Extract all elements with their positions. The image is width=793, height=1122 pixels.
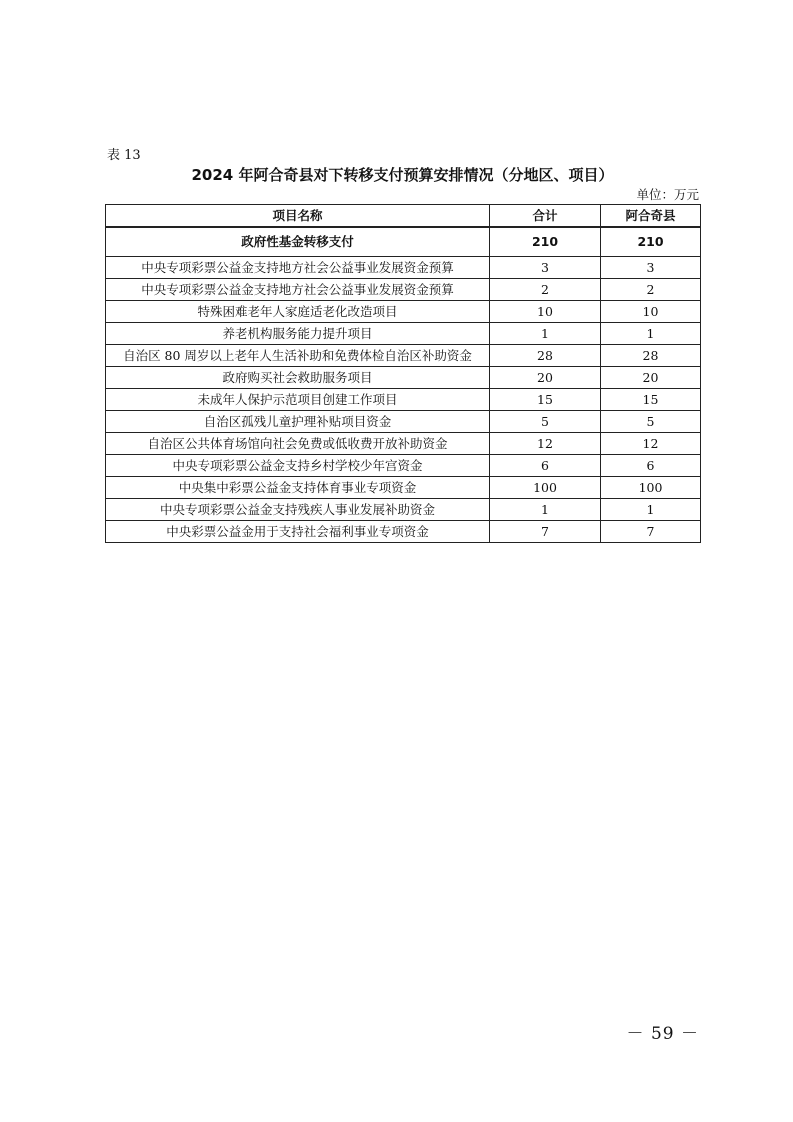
table-row <box>106 301 701 323</box>
row-name: 中央彩票公益金用于支持社会福利事业专项资金 <box>106 521 490 543</box>
budget-table <box>105 204 701 543</box>
row-name: 未成年人保护示范项目创建工作项目 <box>106 389 490 411</box>
row-county: 3 <box>601 257 701 279</box>
row-total: 28 <box>490 345 601 367</box>
total-county: 210 <box>601 227 701 257</box>
row-name: 中央专项彩票公益金支持残疾人事业发展补助资金 <box>106 499 490 521</box>
row-total: 15 <box>490 389 601 411</box>
table-row <box>106 499 701 521</box>
table-body <box>106 227 701 543</box>
row-county: 1 <box>601 323 701 345</box>
table-row <box>106 323 701 345</box>
row-name: 中央集中彩票公益金支持体育事业专项资金 <box>106 477 490 499</box>
row-name: 政府购买社会救助服务项目 <box>106 367 490 389</box>
row-county: 10 <box>601 301 701 323</box>
table-row <box>106 455 701 477</box>
total-row <box>106 227 701 257</box>
row-name: 自治区 80 周岁以上老年人生活补助和免费体检自治区补助资金 <box>106 345 490 367</box>
row-name: 自治区公共体育场馆向社会免费或低收费开放补助资金 <box>106 433 490 455</box>
row-name: 自治区孤残儿童护理补贴项目资金 <box>106 411 490 433</box>
row-county: 20 <box>601 367 701 389</box>
row-county: 28 <box>601 345 701 367</box>
page-number: － 59 － <box>626 1024 699 1044</box>
row-county: 12 <box>601 433 701 455</box>
row-name: 中央专项彩票公益金支持地方社会公益事业发展资金预算 <box>106 257 490 279</box>
row-name: 特殊困难老年人家庭适老化改造项目 <box>106 301 490 323</box>
unit-label: 单位：万元 <box>636 187 699 202</box>
row-county: 5 <box>601 411 701 433</box>
row-total: 5 <box>490 411 601 433</box>
table-header-row <box>106 205 701 228</box>
table-row <box>106 389 701 411</box>
table-row <box>106 279 701 301</box>
row-county: 15 <box>601 389 701 411</box>
table-row <box>106 345 701 367</box>
header-total: 合计 <box>490 205 601 228</box>
row-total: 2 <box>490 279 601 301</box>
row-name: 中央专项彩票公益金支持地方社会公益事业发展资金预算 <box>106 279 490 301</box>
row-county: 1 <box>601 499 701 521</box>
row-county: 2 <box>601 279 701 301</box>
header-project-name: 项目名称 <box>106 205 490 228</box>
table-label: 表 13 <box>107 148 141 163</box>
row-total: 1 <box>490 323 601 345</box>
total-sum: 210 <box>490 227 601 257</box>
table-row <box>106 411 701 433</box>
row-total: 10 <box>490 301 601 323</box>
header-county: 阿合奇县 <box>601 205 701 228</box>
table-row <box>106 521 701 543</box>
row-total: 100 <box>490 477 601 499</box>
row-total: 1 <box>490 499 601 521</box>
row-total: 7 <box>490 521 601 543</box>
total-name: 政府性基金转移支付 <box>106 227 490 257</box>
row-total: 12 <box>490 433 601 455</box>
table-row <box>106 433 701 455</box>
row-name: 中央专项彩票公益金支持乡村学校少年宫资金 <box>106 455 490 477</box>
row-county: 100 <box>601 477 701 499</box>
row-total: 20 <box>490 367 601 389</box>
table-row <box>106 257 701 279</box>
row-county: 6 <box>601 455 701 477</box>
row-name: 养老机构服务能力提升项目 <box>106 323 490 345</box>
row-county: 7 <box>601 521 701 543</box>
row-total: 6 <box>490 455 601 477</box>
row-total: 3 <box>490 257 601 279</box>
table-row <box>106 367 701 389</box>
page-title: 2024 年阿合奇县对下转移支付预算安排情况（分地区、项目） <box>191 166 614 184</box>
table-row <box>106 477 701 499</box>
